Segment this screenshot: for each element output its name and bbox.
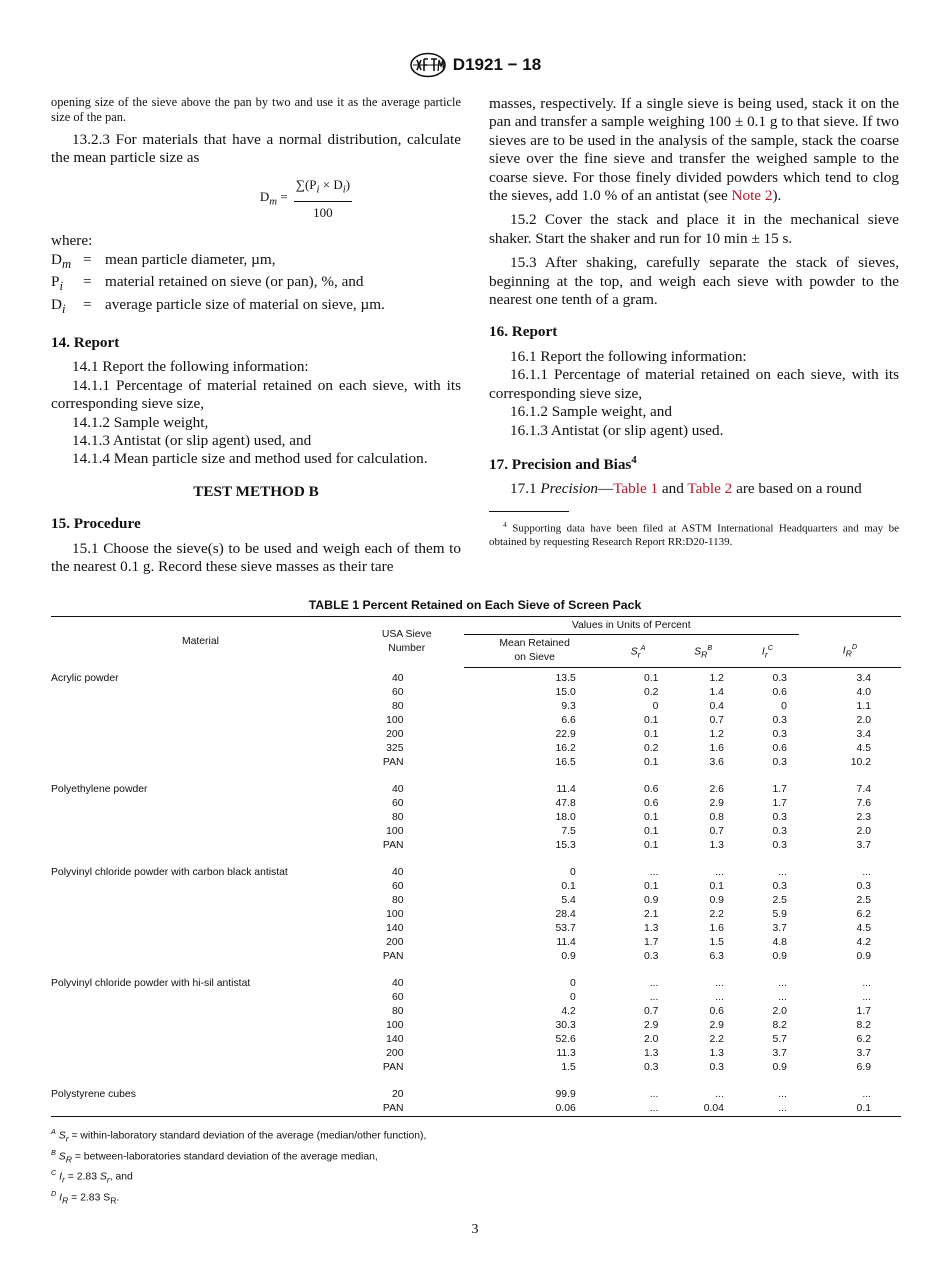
mean-retained-cell: 9.3: [561, 701, 576, 712]
material-cell: [51, 922, 350, 936]
sieve-cell: 60: [391, 992, 404, 1003]
iR-cell: 2.5: [856, 895, 871, 906]
mean-retained-cell: 5.4: [561, 895, 576, 906]
sr-cell: 0.2: [643, 687, 659, 698]
sR-cell: 0.7: [709, 826, 724, 837]
table-notes: [51, 1125, 426, 1207]
material-cell: [51, 700, 350, 714]
ir-cell: 0.3: [772, 757, 787, 768]
table-row: [51, 742, 901, 756]
material-cell: [51, 728, 350, 742]
iR-cell: 4.2: [856, 937, 871, 948]
ir-cell: 0.3: [772, 673, 787, 684]
table-2-link[interactable]: Table 2: [687, 480, 733, 498]
sR-cell: 2.6: [709, 784, 724, 795]
sr-cell: 0.1: [643, 729, 659, 740]
definition-row: $D_m$ = mean particle diameter, µm,: [51, 250, 276, 271]
ir-cell: 3.7: [772, 1048, 787, 1059]
paragraph-14-1: 14.1 Report the following information:: [72, 358, 309, 376]
mean-retained-cell: 11.4: [556, 937, 576, 948]
table-1: [51, 616, 901, 1117]
paragraph-14-1-3: 14.1.3 Antistat (or slip agent) used, and: [72, 431, 312, 449]
left-column: [51, 95, 461, 576]
table-row: [51, 1005, 901, 1019]
table-row: [51, 894, 901, 908]
col-ir-header: $I_r^C$: [736, 635, 799, 668]
table-row: [51, 950, 901, 964]
sR-cell: 0.04: [670, 1102, 736, 1117]
ir-cell: ...: [736, 1102, 799, 1117]
sr-cell: 0.1: [643, 840, 659, 851]
sr-cell: 0: [652, 701, 659, 712]
paragraph-16-1: 16.1 Report the following information:: [510, 347, 747, 365]
mean-retained-cell: 16.5: [555, 757, 576, 768]
ir-cell: 4.8: [772, 937, 787, 948]
formula-numerator: $\sum(P_i \times D_i)$: [294, 176, 352, 202]
col-sR-header: $S_R^B$: [670, 635, 736, 668]
paragraph-13-2-3: 13.2.3 For materials that have a normal distribution, calculate the mean particle size as: [51, 131, 461, 167]
iR-cell: 4.5: [856, 923, 871, 934]
ir-cell: 5.9: [772, 909, 787, 920]
ir-cell: ...: [778, 1089, 787, 1100]
ir-cell: 0.6: [772, 687, 787, 698]
sR-cell: ...: [715, 992, 724, 1003]
paragraph-15-1-cont: masses, respectively. If a single sieve is being used, stack it on the pan and transfer a sample weighing 100 ± 0.1 g to that sieve. If two sieves are to be used in the analysis of the sample, stack the coarse sieve over the fine sieve and transfer the weighed sample to the coarse sieve. For those finely divided powders which tend to clog the sieves, add 1.0 % of an antistat (see Note 2).: [489, 95, 899, 205]
table-row: [51, 908, 901, 922]
table-row: [51, 1033, 901, 1047]
table-row: [51, 964, 901, 991]
ir-cell: 0.9: [772, 1062, 787, 1073]
iR-cell: 2.0: [856, 826, 871, 837]
ir-cell: ...: [778, 867, 787, 878]
sieve-cell: 60: [391, 798, 404, 809]
iR-cell: 2.3: [856, 812, 871, 823]
mean-retained-cell: 13.5: [555, 673, 576, 684]
sR-cell: 0.4: [709, 701, 724, 712]
sR-cell: ...: [715, 1089, 724, 1100]
ir-cell: 3.7: [772, 923, 787, 934]
sieve-cell: PAN: [382, 951, 404, 962]
page-number: 3: [471, 1222, 479, 1237]
sR-cell: 1.3: [709, 840, 724, 851]
mean-particle-formula: [151, 176, 461, 222]
material-cell: Acrylic powder: [51, 672, 119, 684]
sR-cell: 1.2: [709, 673, 724, 684]
paragraph-14-1-2: 14.1.2 Sample weight,: [72, 413, 209, 431]
section-17-heading: 17. Precision and Bias$^4$: [489, 454, 637, 473]
footnote-divider: [489, 511, 569, 512]
paragraph-14-1-1: 14.1.1 Percentage of material retained on each sieve, with its corresponding sieve size,: [51, 376, 461, 413]
ir-cell: 8.2: [772, 1020, 787, 1031]
sr-cell: ...: [649, 978, 659, 989]
sieve-cell: 140: [386, 923, 404, 934]
table-row: [51, 714, 901, 728]
paragraph-17-1: 17.1 Precision—Table 1 and Table 2 are based on a round: [510, 480, 862, 498]
sieve-cell: 325: [386, 743, 404, 754]
material-cell: [51, 825, 350, 839]
paragraph-fragment: opening size of the sieve above the pan by two and use it as the average particle size of the pan.: [51, 95, 461, 124]
sR-cell: 1.3: [709, 1048, 724, 1059]
sR-cell: 0.9: [709, 895, 724, 906]
sieve-cell: 100: [386, 715, 404, 726]
sieve-cell: 80: [391, 701, 404, 712]
paragraph-15-1: 15.1 Choose the sieve(s) to be used and weigh each of them to the nearest 0.1 g. Record these sieve masses as their tare: [51, 539, 461, 575]
ir-cell: 1.7: [772, 784, 787, 795]
ir-cell: 0.3: [772, 881, 787, 892]
table-1-title: TABLE 1 Percent Retained on Each Sieve of Screen Pack: [308, 598, 642, 612]
table-row: [51, 1047, 901, 1061]
definition-row: $P_i$ = material retained on sieve (or pan), %, and: [51, 273, 364, 294]
sR-cell: 1.5: [709, 937, 724, 948]
col-iR-header: $I_R^D$: [799, 635, 901, 668]
iR-cell: 2.0: [856, 715, 871, 726]
iR-cell: 6.9: [856, 1062, 871, 1073]
section-14-heading: 14. Report: [51, 333, 120, 351]
paragraph-15-3: 15.3 After shaking, carefully separate the stack of sieves, beginning at the top, and weigh each sieve with powder to the nearest one tenth of a gram.: [489, 254, 899, 309]
sr-cell: 0.1: [643, 881, 659, 892]
sieve-cell: PAN: [382, 1062, 404, 1073]
sr-cell: ...: [606, 1102, 671, 1117]
iR-cell: 6.2: [856, 1034, 871, 1045]
iR-cell: 7.6: [856, 798, 871, 809]
sR-cell: ...: [715, 867, 724, 878]
mean-retained-cell: 0: [569, 978, 576, 989]
mean-retained-cell: 28.4: [555, 909, 576, 920]
sieve-cell: 100: [386, 826, 404, 837]
document-designation: D1921 − 18: [452, 55, 542, 74]
sr-cell: ...: [649, 867, 659, 878]
sR-cell: 0.1: [709, 881, 724, 892]
sR-cell: ...: [715, 978, 724, 989]
sr-cell: 1.3: [643, 923, 659, 934]
sR-cell: 2.2: [709, 909, 724, 920]
mean-retained-cell: 18.0: [555, 812, 576, 823]
material-cell: [51, 742, 350, 756]
material-cell: [51, 991, 350, 1005]
sR-cell: 1.6: [709, 923, 724, 934]
material-cell: [51, 1102, 350, 1117]
ir-cell: 0.3: [772, 826, 787, 837]
formula-fraction: [294, 176, 352, 222]
material-cell: [51, 880, 350, 894]
ir-cell: 1.7: [772, 798, 787, 809]
col-sr-header: $S_r^A$: [606, 635, 671, 668]
paragraph-16-1-1: 16.1.1 Percentage of material retained on each sieve, with its corresponding sieve size,: [489, 366, 899, 402]
table-row: [51, 1019, 901, 1033]
sR-cell: 1.2: [709, 729, 724, 740]
table-row: [51, 991, 901, 1005]
table-note-b: $^B$ $S_R$ = between-laboratories standard deviation of the average median,: [51, 1147, 378, 1165]
sr-cell: ...: [649, 1089, 659, 1100]
table-note-a: $^A$ $S_r$ = within-laboratory standard deviation of the average (median/other function),: [51, 1127, 427, 1144]
sr-cell: 2.9: [643, 1020, 659, 1031]
sieve-cell: 80: [391, 895, 404, 906]
sR-cell: 2.2: [709, 1034, 724, 1045]
table-row: [51, 811, 901, 825]
sieve-cell: 100: [386, 1020, 404, 1031]
sieve-cell: 140: [386, 1034, 404, 1045]
table-row: [51, 1075, 901, 1102]
mean-retained-cell: 0: [569, 992, 576, 1003]
sR-cell: 3.6: [709, 757, 724, 768]
mean-retained-cell: 4.2: [561, 1006, 576, 1017]
sieve-cell: 100: [386, 909, 404, 920]
section-15-heading: 15. Procedure: [51, 515, 141, 533]
material-cell: [51, 811, 350, 825]
mean-retained-cell: 47.8: [555, 798, 576, 809]
table-row: [51, 936, 901, 950]
iR-cell: 3.7: [856, 1048, 871, 1059]
sr-cell: 0.2: [643, 743, 659, 754]
iR-cell: 1.1: [856, 701, 871, 712]
sR-cell: 0.8: [709, 812, 724, 823]
material-cell: [51, 1019, 350, 1033]
iR-cell: 4.5: [856, 743, 871, 754]
sieve-cell: 80: [391, 1006, 404, 1017]
sr-cell: 0.3: [643, 1062, 659, 1073]
sieve-cell: 40: [391, 784, 404, 795]
ir-cell: 0.3: [772, 840, 787, 851]
ir-cell: 0.6: [772, 743, 787, 754]
mean-retained-cell: 7.5: [561, 826, 576, 837]
iR-cell: 6.2: [856, 909, 871, 920]
material-cell: [51, 950, 350, 964]
ir-cell: 0.3: [772, 812, 787, 823]
sr-cell: 0.1: [643, 757, 659, 768]
mean-retained-cell: 0.06: [464, 1102, 606, 1117]
mean-retained-cell: 53.7: [555, 923, 576, 934]
sr-cell: 2.1: [643, 909, 659, 920]
table-row: [51, 728, 901, 742]
ir-cell: 0.9: [772, 951, 787, 962]
astm-logo-icon: [409, 52, 447, 78]
material-cell: [51, 908, 350, 922]
sieve-cell: 40: [391, 867, 404, 878]
sr-cell: 0.1: [643, 826, 659, 837]
mean-retained-cell: 15.0: [555, 687, 576, 698]
col-sieve-header: USA Sieve Number: [350, 617, 464, 668]
table-row: [51, 1061, 901, 1075]
sR-cell: 2.9: [709, 798, 724, 809]
mean-retained-cell: 99.9: [555, 1089, 576, 1100]
sieve-cell: 200: [386, 1048, 404, 1059]
paragraph-15-2: 15.2 Cover the stack and place it in the mechanical sieve shaker. Start the shaker and run for 10 min ± 15 s.: [489, 211, 899, 247]
ir-cell: 2.5: [772, 895, 787, 906]
table-body: [51, 668, 901, 1117]
paragraph-16-1-3: 16.1.3 Antistat (or slip agent) used.: [510, 421, 724, 439]
sr-cell: ...: [649, 992, 659, 1003]
col-values-header: Values in Units of Percent: [464, 617, 799, 635]
sr-cell: 0.3: [643, 951, 659, 962]
sieve-cell: 80: [391, 812, 404, 823]
sr-cell: 0.1: [643, 812, 659, 823]
definition-row: $D_i$ = average particle size of material on sieve, µm.: [51, 295, 385, 316]
mean-retained-cell: 11.4: [556, 784, 576, 795]
ir-cell: ...: [778, 992, 787, 1003]
mean-retained-cell: 0.1: [561, 881, 576, 892]
mean-retained-cell: 30.3: [555, 1020, 576, 1031]
ir-cell: 5.7: [772, 1034, 787, 1045]
sieve-cell: PAN: [350, 1102, 464, 1117]
iR-cell: 10.2: [850, 757, 871, 768]
mean-retained-cell: 15.3: [555, 840, 576, 851]
ir-cell: 0: [781, 701, 787, 712]
material-cell: [51, 756, 350, 770]
material-cell: [51, 1033, 350, 1047]
iR-cell: 3.4: [856, 729, 871, 740]
sieve-cell: 60: [391, 881, 404, 892]
ir-cell: 0.3: [772, 715, 787, 726]
iR-cell: 3.4: [856, 673, 871, 684]
table-note-d: $^D$ $I_R = 2.83$ $S_R$.: [51, 1188, 120, 1206]
ir-cell: ...: [778, 978, 787, 989]
iR-cell: ...: [862, 867, 871, 878]
table-note-c: $^C$ $I_r = 2.83$ $S_r$, and: [51, 1168, 133, 1185]
table-row: [51, 700, 901, 714]
material-cell: [51, 686, 350, 700]
table-1-link[interactable]: Table 1: [613, 480, 659, 498]
iR-cell: ...: [862, 992, 871, 1003]
sr-cell: 1.7: [643, 937, 659, 948]
material-cell: [51, 839, 350, 853]
sr-cell: 0.7: [643, 1006, 659, 1017]
page-header: [0, 52, 950, 83]
material-cell: [51, 797, 350, 811]
col-mean-header: Mean Retained on Sieve: [464, 635, 606, 668]
sr-cell: 2.0: [643, 1034, 659, 1045]
sR-cell: 0.7: [709, 715, 724, 726]
sr-cell: 0.6: [643, 798, 659, 809]
ir-cell: 0.3: [772, 729, 787, 740]
right-column: [489, 95, 899, 549]
mean-retained-cell: 6.6: [561, 715, 576, 726]
mean-retained-cell: 1.5: [561, 1062, 576, 1073]
table-row: [51, 686, 901, 700]
table-row: [51, 922, 901, 936]
mean-retained-cell: 11.3: [556, 1048, 576, 1059]
sieve-cell: 40: [391, 978, 404, 989]
sieve-cell: PAN: [382, 757, 404, 768]
sieve-cell: 200: [386, 729, 404, 740]
iR-cell: 7.4: [856, 784, 871, 795]
definition-list: [51, 251, 461, 318]
section-16-heading: 16. Report: [489, 323, 558, 341]
material-cell: [51, 1005, 350, 1019]
mean-retained-cell: 52.6: [555, 1034, 576, 1045]
table-row: [51, 756, 901, 770]
footnote-4: $^4$ Supporting data have been filed at ASTM International Headquarters and may be obtained by requesting Research Report RR:D20-1139.: [489, 519, 899, 549]
mean-retained-cell: 16.2: [555, 743, 576, 754]
iR-cell: 4.0: [856, 687, 871, 698]
sieve-cell: PAN: [382, 840, 404, 851]
mean-retained-cell: 0: [569, 867, 576, 878]
material-cell: Polyethylene powder: [51, 784, 148, 795]
sr-cell: 0.1: [643, 715, 659, 726]
material-cell: Polyvinyl chloride powder with carbon black antistat: [51, 867, 288, 878]
table-row: [51, 770, 901, 797]
iR-cell: 1.7: [856, 1006, 871, 1017]
table-row: [51, 825, 901, 839]
note-2-link[interactable]: Note 2: [731, 187, 773, 205]
table-row: [51, 853, 901, 880]
sR-cell: 0.6: [709, 1006, 724, 1017]
sr-cell: 0.6: [643, 784, 659, 795]
test-method-b-heading: TEST METHOD B: [193, 482, 319, 500]
mean-retained-cell: 0.9: [561, 951, 576, 962]
formula-denominator: 100: [313, 204, 333, 220]
table-row: [51, 668, 901, 687]
mean-retained-cell: 22.9: [555, 729, 576, 740]
material-cell: Polystyrene cubes: [51, 1089, 136, 1100]
iR-cell: ...: [862, 1089, 871, 1100]
sR-cell: 1.6: [709, 743, 724, 754]
iR-cell: 3.7: [856, 840, 871, 851]
material-cell: [51, 714, 350, 728]
sieve-cell: 40: [391, 672, 404, 684]
iR-cell: 0.3: [856, 881, 871, 892]
col-material-header: Material: [51, 617, 350, 668]
paragraph-16-1-2: 16.1.2 Sample weight, and: [510, 403, 672, 421]
material-cell: [51, 936, 350, 950]
material-cell: [51, 894, 350, 908]
material-cell: Polyvinyl chloride powder with hi-sil antistat: [51, 978, 251, 989]
iR-cell: 8.2: [856, 1020, 871, 1031]
sR-cell: 1.4: [709, 687, 724, 698]
where-label: where:: [51, 232, 93, 250]
formula-lhs: $D_m$ =: [259, 188, 288, 208]
sR-cell: 2.9: [709, 1020, 724, 1031]
sR-cell: 0.3: [709, 1062, 724, 1073]
sieve-cell: 60: [391, 687, 404, 698]
paragraph-14-1-4: 14.1.4 Mean particle size and method used for calculation.: [72, 450, 428, 468]
sR-cell: 6.3: [709, 951, 724, 962]
material-cell: [51, 1061, 350, 1075]
sieve-cell: 200: [386, 937, 404, 948]
table-row: [51, 1102, 901, 1117]
sieve-cell: 20: [391, 1089, 404, 1100]
table-row: [51, 839, 901, 853]
material-cell: [51, 1047, 350, 1061]
iR-cell: ...: [862, 978, 871, 989]
ir-cell: 2.0: [772, 1006, 787, 1017]
iR-cell: 0.9: [856, 951, 871, 962]
sr-cell: 0.9: [643, 895, 659, 906]
sr-cell: 0.1: [643, 673, 659, 684]
iR-cell: 0.1: [799, 1102, 901, 1117]
table-row: [51, 880, 901, 894]
sr-cell: 1.3: [643, 1048, 659, 1059]
table-row: [51, 797, 901, 811]
